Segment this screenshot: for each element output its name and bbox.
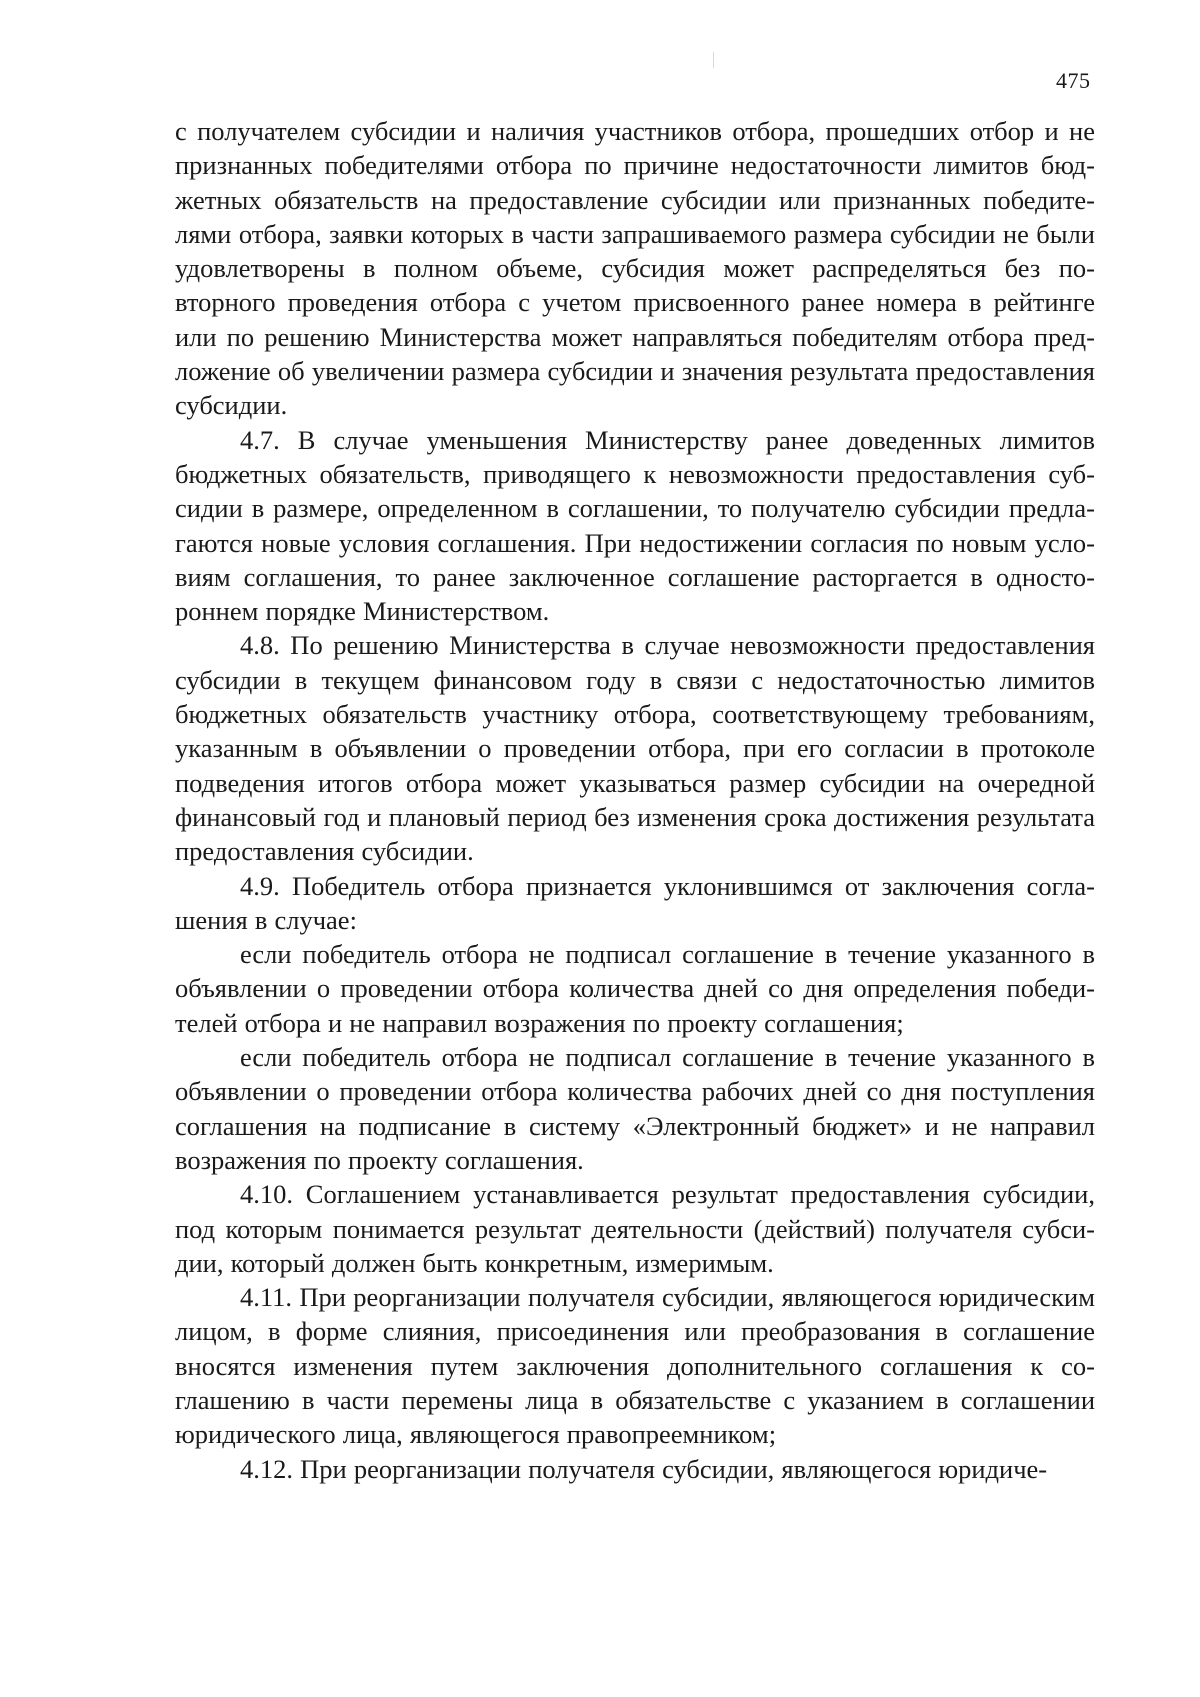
paragraph-4-7: 4.7. В случае уменьшения Министерству ранее доведенных лимитов бюджетных обязательств, приводящего к невозможности предоставления субсидии в размере, определенном в соглашении, то получателю субсидии предлагаются новые условия соглашения. При недостижении согласия по новым условиям соглашения, то ранее заключенное соглашение расторгается в одностороннем порядке Министерством. xyxy=(175,424,1095,627)
document-body xyxy=(175,114,1095,1486)
paragraph-continuation: с получателем субсидии и наличия участников отбора, прошедших отбор и не признанных победителями отбора по причине недостаточности лимитов бюджетных обязательств на предоставление субсидии или признанных победителями отбора, заявки которых в части запрашиваемого размера субсидии не были удовлетворены в полном объеме, субсидия может распределяться без повторного проведения отбора с учетом присвоенного ранее номера в рейтинге или по решению Министерства может направляться победителям отбора предложение об увеличении размера субсидии и значения результата предоставления субсидии. xyxy=(175,116,1095,421)
scan-mark xyxy=(713,52,714,68)
paragraph-4-9: 4.9. Победитель отбора признается уклонившимся от заключения соглашения в случае: xyxy=(175,870,1095,935)
paragraph-4-10: 4.10. Соглашением устанавливается результат предоставления субсидии, под которым понимается результат деятельности (действий) получателя субсидии, который должен быть конкретным, измеримым. xyxy=(175,1179,1095,1278)
paragraph-4-9-case-1: если победитель отбора не подписал соглашение в течение указанного в объявлении о проведении отбора количества дней со дня определения победителей отбора и не направил возражения по проекту соглашения; xyxy=(175,939,1095,1038)
paragraph-4-12: 4.12. При реорганизации получателя субсидии, являющегося юридиче- xyxy=(240,1453,1048,1484)
paragraph-4-11: 4.11. При реорганизации получателя субсидии, являющегося юридическим лицом, в форме слияния, присоединения или преобразования в соглашение вносятся изменения путем заключения дополнительного соглашения к соглашению в части перемены лица в обязательстве с указанием в соглашении юридического лица, являющегося правопреемником; xyxy=(175,1282,1095,1450)
paragraph-4-9-case-2: если победитель отбора не подписал соглашение в течение указанного в объявлении о проведении отбора количества рабочих дней со дня поступления соглашения на подписание в систему «Электронный бюджет» и не направил возражения по проекту соглашения. xyxy=(175,1042,1095,1175)
paragraph-4-8: 4.8. По решению Министерства в случае невозможности предоставления субсидии в текущем финансовом году в связи с недостаточностью лимитов бюджетных обязательств участнику отбора, соответствующему требованиям, указанным в объявлении о проведении отбора, при его согласии в протоколе подведения итогов отбора может указываться размер субсидии на очередной финансовый год и плановый период без изменения срока достижения результата предоставления субсидии. xyxy=(175,630,1095,867)
page-number: 475 xyxy=(1056,68,1091,93)
